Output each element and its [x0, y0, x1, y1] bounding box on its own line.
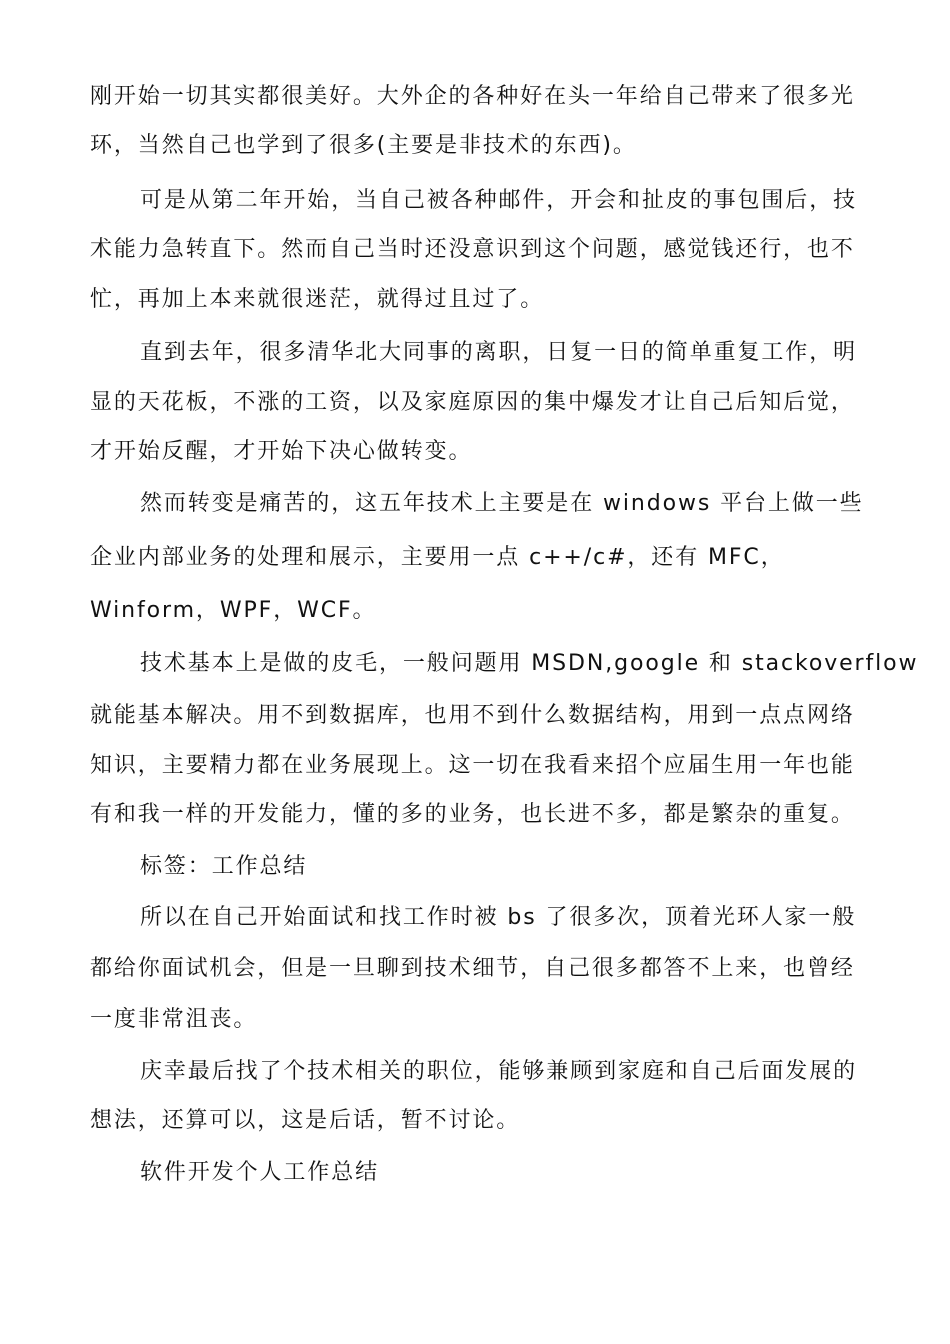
- tags-label: 标签：工作总结: [140, 854, 308, 879]
- text-line: 环，当然自己也学到了很多(主要是非技术的东西)。: [90, 133, 637, 158]
- text-line: Winform，WPF，WCF。: [90, 598, 377, 623]
- text-line: 直到去年，很多清华北大同事的离职，日复一日的简单重复工作，明: [140, 340, 858, 365]
- text-line: 都给你面试机会，但是一旦聊到技术细节，自己很多都答不上来，也曾经: [90, 956, 855, 981]
- text-line: 企业内部业务的处理和展示，主要用一点 c++/c#，还有 MFC，: [90, 545, 785, 570]
- text-line: 就能基本解决。用不到数据库，也用不到什么数据结构，用到一点点网络: [90, 703, 855, 728]
- text-line: 所以在自己开始面试和找工作时被 bs 了很多次，顶着光环人家一般: [140, 905, 857, 930]
- text-line: 术能力急转直下。然而自己当时还没意识到这个问题，感觉钱还行，也不: [90, 237, 855, 262]
- text-line: 知识，主要精力都在业务展现上。这一切在我看来招个应届生用一年也能: [90, 753, 855, 778]
- text-line: 刚开始一切其实都很美好。大外企的各种好在头一年给自己带来了很多光: [90, 84, 855, 109]
- text-line: 有和我一样的开发能力，懂的多的业务，也长进不多，都是繁杂的重复。: [90, 802, 855, 827]
- text-line: 庆幸最后找了个技术相关的职位，能够兼顾到家庭和自己后面发展的: [140, 1059, 858, 1084]
- text-line: 才开始反醒，才开始下决心做转变。: [90, 439, 473, 464]
- text-line: 然而转变是痛苦的，这五年技术上主要是在 windows 平台上做一些: [140, 491, 864, 516]
- text-line: 一度非常沮丧。: [90, 1007, 258, 1032]
- text-line: 可是从第二年开始，当自己被各种邮件，开会和扯皮的事包围后，技: [140, 188, 858, 213]
- text-line: 忙，再加上本来就很迷茫，就得过且过了。: [90, 287, 545, 312]
- text-line: 想法，还算可以，这是后话，暂不讨论。: [90, 1108, 521, 1133]
- section-heading: 软件开发个人工作总结: [140, 1160, 380, 1185]
- text-line: 显的天花板，不涨的工资，以及家庭原因的集中爆发才让自己后知后觉，: [90, 390, 855, 415]
- text-line: 技术基本上是做的皮毛，一般问题用 MSDN,google 和 stackoverflow: [140, 651, 919, 676]
